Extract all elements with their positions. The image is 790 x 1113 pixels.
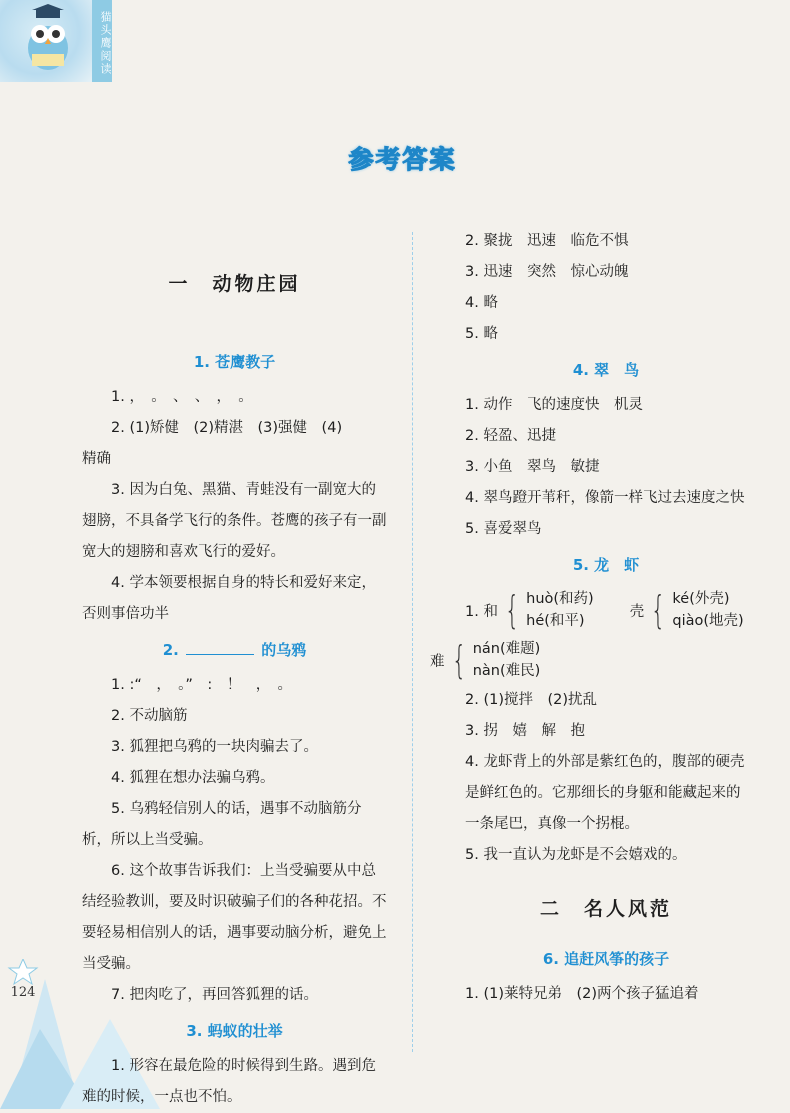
reading: qiào(地壳) xyxy=(672,613,744,629)
reading: ké(外壳) xyxy=(672,591,730,607)
reading: nàn(难民) xyxy=(472,663,541,679)
answer-line: 5. 喜爱翠鸟 xyxy=(465,521,542,537)
column-divider xyxy=(412,232,413,1052)
brace-icon: { xyxy=(451,638,466,682)
lesson-title xyxy=(82,630,387,670)
answer-paragraph: 5. 乌鸦轻信别人的话，遇事不动脑筋分析，所以上当受骗。 xyxy=(82,801,362,848)
answer-line: 1. :“ ， 。” : ！ ， 。 xyxy=(111,677,292,693)
polyphone-char: 难 xyxy=(430,653,445,670)
answer-line: 精确 xyxy=(82,451,111,467)
answer-line: 4. 略 xyxy=(465,295,498,311)
answer-line: 7. 把肉吃了，再回答狐狸的话。 xyxy=(111,987,318,1003)
answer-line: 3. 迅速 突然 惊心动魄 xyxy=(465,264,629,280)
lesson-number: 2. xyxy=(162,641,179,659)
lesson-title: 3. 蚂蚁的壮举 xyxy=(186,1022,283,1040)
lesson-title: 6. 追赶风筝的孩子 xyxy=(542,950,670,968)
answer-line: 4. 狐狸在想办法骗乌鸦。 xyxy=(111,770,275,786)
answer-paragraph: 4. 学本领要根据自身的特长和爱好来定，否则事倍功半 xyxy=(82,575,376,622)
right-column xyxy=(430,226,747,1010)
answer-line: 1. (1)莱特兄弟 (2)两个孩子猛追着 xyxy=(465,986,699,1002)
answer-line: 2. 聚拢 迅速 临危不惧 xyxy=(465,233,629,249)
answer-paragraph: 6. 这个故事告诉我们：上当受骗要从中总结经验教训，要及时识破骗子们的各种花招。不要轻易相信别人的话，遇事要动脑分析，避免上当受骗。 xyxy=(82,863,387,972)
answer-line: 3. 小鱼 翠鸟 敏捷 xyxy=(465,459,600,475)
page-number: 124 xyxy=(10,985,36,1000)
answer-paragraph: 4. 翠鸟蹬开苇秆，像箭一样飞过去速度之快 xyxy=(465,490,745,506)
fill-blank xyxy=(186,640,254,655)
page-title: 参考答案 xyxy=(348,145,457,174)
section-title: 二 名人风范 xyxy=(539,898,672,920)
answer-line: 2. 轻盈、迅捷 xyxy=(465,428,556,444)
polyphone-char: 1. 和 xyxy=(465,603,498,620)
polyphone-row xyxy=(430,635,747,685)
answer-line: 2. 不动脑筋 xyxy=(111,708,188,724)
answer-paragraph: 4. 龙虾背上的外部是紫红色的，腹部的硬壳是鲜红色的。它那细长的身躯和能藏起来的一条尾巴，真像一个拐棍。 xyxy=(465,754,745,832)
answer-line: 2. (1)矫健 (2)精湛 (3)强健 (4) xyxy=(111,420,343,436)
answer-line: 2. (1)搅拌 (2)扰乱 xyxy=(465,692,598,708)
answer-line: 3. 拐 嬉 解 抱 xyxy=(465,723,585,739)
series-label: 猫头鹰阅读 xyxy=(92,0,112,82)
reading: huò(和药) xyxy=(526,591,594,607)
answer-line: 5. 我一直认为龙虾是不会嬉戏的。 xyxy=(465,847,687,863)
left-column xyxy=(82,226,387,1113)
answer-paragraph: 1. 形容在最危险的时候得到生路。遇到危难的时候，一点也不怕。 xyxy=(82,1058,376,1105)
lesson-title: 4. 翠 鸟 xyxy=(572,361,640,379)
owl-mascot-icon xyxy=(18,4,78,74)
reading: nán(难题) xyxy=(472,641,541,657)
brace-icon: { xyxy=(504,588,520,632)
lesson-title: 5. 龙 虾 xyxy=(572,556,640,574)
readings xyxy=(672,588,743,632)
readings xyxy=(473,638,541,682)
answer-line: 1. 动作 飞的速度快 机灵 xyxy=(465,397,643,413)
answer-line: 3. 狐狸把乌鸦的一块肉骗去了。 xyxy=(111,739,318,755)
readings xyxy=(526,588,594,632)
polyphone-char: 壳 xyxy=(629,603,645,620)
polyphone-row xyxy=(465,585,747,635)
corner-illustration xyxy=(0,0,95,82)
answer-paragraph: 3. 因为白兔、黑猫、青蛙没有一副宽大的翅膀，不具备学飞行的条件。苍鹰的孩子有一副宽大的翅膀和喜欢飞行的爱好。 xyxy=(82,482,387,560)
lesson-title: 1. 苍鹰教子 xyxy=(193,353,276,371)
lesson-title-text: 的乌鸦 xyxy=(261,641,307,659)
answer-line: 5. 略 xyxy=(465,326,498,342)
reading: hé(和平) xyxy=(526,613,585,629)
section-title: 一 动物庄园 xyxy=(168,273,301,295)
answer-line: 1. ， 。 、 、 ， 。 xyxy=(111,389,253,405)
brace-icon: { xyxy=(651,588,666,632)
